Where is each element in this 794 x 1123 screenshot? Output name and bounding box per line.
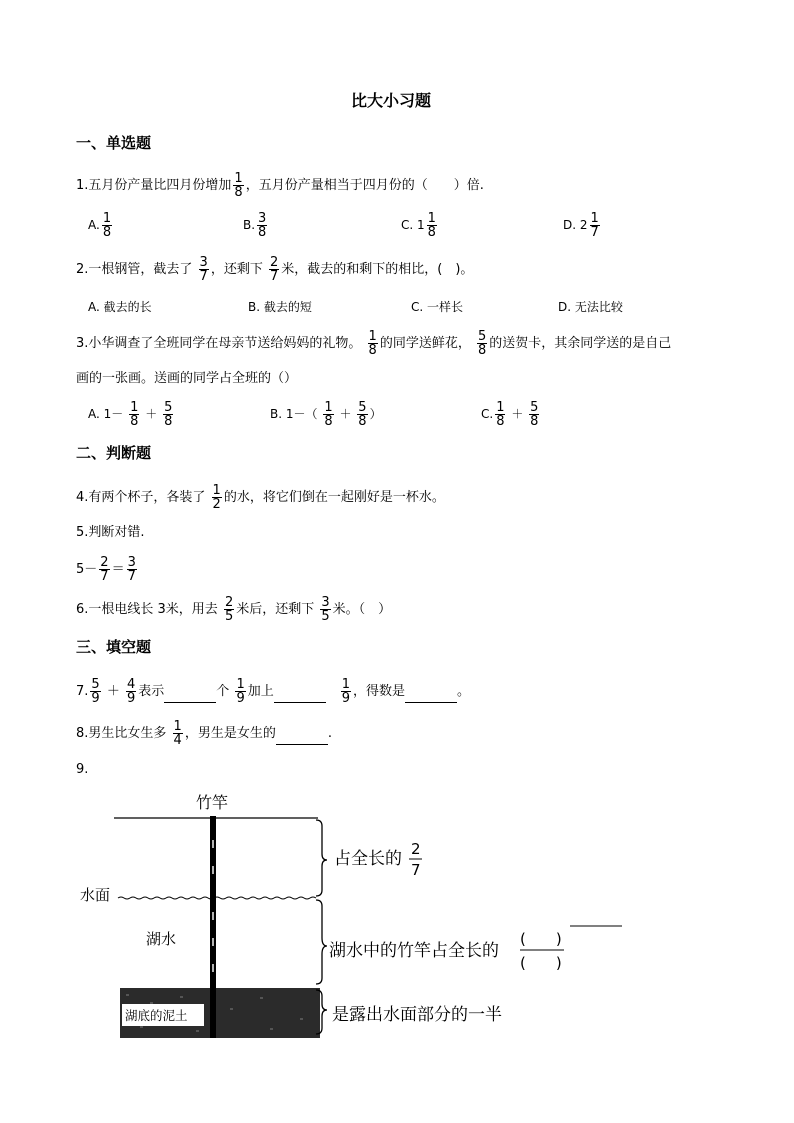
question-7: 7. $\frac{5}{9}$ ＋ $\frac{4}{9}$ 表示 个 $\frac{1}{9}$ 加上 $\frac{1}{9}$ ，得数是 。 bbox=[76, 677, 471, 706]
q1-text-pre: 1.五月份产量比四月份增加 bbox=[76, 178, 232, 193]
middle-fraction-denominator: ( ) bbox=[520, 954, 562, 972]
q3-option-c[interactable]: C. $\frac{1}{8}$ ＋ $\frac{5}{8}$ bbox=[481, 400, 539, 429]
question-5-equation: 5－ $\frac{2}{7}$ ＝ $\frac{3}{7}$ bbox=[76, 555, 136, 584]
top-fraction-denominator: 7 bbox=[411, 861, 421, 879]
section-heading-true-false: 二、判断题 bbox=[76, 444, 152, 462]
water-surface-line bbox=[118, 897, 316, 899]
q2-option-b[interactable]: B. 截去的短 bbox=[248, 300, 312, 314]
pole-label: 竹竿 bbox=[196, 793, 229, 812]
q1-text-post: ，五月份产量相当于四月份的（ ）倍. bbox=[245, 178, 484, 193]
question-6: 6.一根电线长 3米，用去 $\frac{2}{5}$ 米后，还剩下 $\frac{3}{5}$ 米。（ ） bbox=[76, 595, 392, 624]
q7-blank-2[interactable] bbox=[274, 682, 326, 703]
q4-fraction: $\frac{1}{2}$ bbox=[212, 483, 221, 512]
bamboo-pole bbox=[210, 816, 216, 1038]
mud-label: 湖底的泥土 bbox=[125, 1008, 188, 1023]
q8-blank[interactable] bbox=[276, 724, 328, 745]
q1-option-b[interactable]: B. $\frac{3}{8}$ bbox=[243, 211, 267, 240]
question-2: 2.一根钢管，截去了 $\frac{3}{7}$ ，还剩下 $\frac{2}{7}$ 米，截去的和剩下的相比，( )。 bbox=[76, 255, 474, 284]
question-1 bbox=[76, 172, 484, 199]
q2-fraction-2: $\frac{2}{7}$ bbox=[269, 255, 279, 284]
q2-option-d[interactable]: D. 无法比较 bbox=[558, 300, 623, 314]
q7-blank-3[interactable] bbox=[405, 682, 457, 703]
q1-option-a[interactable]: A. $\frac{1}{8}$ bbox=[88, 211, 112, 240]
brace-top bbox=[316, 820, 327, 896]
middle-fraction-numerator: ( ) bbox=[520, 930, 562, 948]
q1-option-c[interactable]: C. 1 $\frac{1}{8}$ bbox=[401, 211, 436, 240]
question-5: 5.判断对错. bbox=[76, 525, 145, 540]
q3-fraction-2: $\frac{5}{8}$ bbox=[477, 329, 487, 358]
top-fraction-numerator: 2 bbox=[411, 840, 421, 858]
question-9-number: 9. bbox=[76, 762, 89, 777]
q3-option-b[interactable]: B. 1－（ $\frac{1}{8}$ ＋ $\frac{5}{8}$ ） bbox=[270, 400, 382, 429]
question-4: 4.有两个杯子，各装了 $\frac{1}{2}$ 的水，将它们倒在一起刚好是一杯水。 bbox=[76, 483, 445, 512]
brace-middle bbox=[316, 900, 327, 984]
q2-option-c[interactable]: C. 一样长 bbox=[411, 300, 464, 314]
q1-option-d[interactable]: D. 2 $\frac{1}{7}$ bbox=[563, 211, 599, 240]
question-3: 3.小华调查了全班同学在母亲节送给妈妈的礼物。 $\frac{1}{8}$ 的同学送鲜花， $\frac{5}{8}$ 的送贺卡，其余同学送的是自己 bbox=[76, 329, 672, 358]
q2-fraction-1: $\frac{3}{7}$ bbox=[199, 255, 208, 284]
water-surface-label: 水面 bbox=[80, 886, 111, 904]
section-heading-fill-blank: 三、填空题 bbox=[76, 638, 152, 656]
q7-blank-1[interactable] bbox=[164, 682, 216, 703]
top-section-label: 占全长的 bbox=[334, 849, 402, 869]
section-heading-single-choice: 一、单选题 bbox=[76, 134, 152, 152]
question-3-line-2: 画的一张画。送画的同学占全班的（） bbox=[76, 371, 298, 386]
q1-fraction: $\frac{1}{8}$ bbox=[234, 171, 243, 200]
middle-section-label: 湖水中的竹竿占全长的 bbox=[329, 941, 499, 961]
lake-label: 湖水 bbox=[146, 930, 177, 948]
question-8: 8.男生比女生多 $\frac{1}{4}$ ，男生是女生的 . bbox=[76, 719, 332, 748]
q3-fraction-1: $\frac{1}{8}$ bbox=[368, 329, 377, 358]
bamboo-pole-diagram bbox=[70, 788, 640, 1048]
q2-option-a[interactable]: A. 截去的长 bbox=[88, 300, 152, 314]
page-title: 比大小习题 bbox=[351, 91, 432, 110]
q3-option-a[interactable]: A. 1－ $\frac{1}{8}$ ＋ $\frac{5}{8}$ bbox=[88, 400, 173, 429]
bottom-section-label: 是露出水面部分的一半 bbox=[332, 1005, 502, 1025]
